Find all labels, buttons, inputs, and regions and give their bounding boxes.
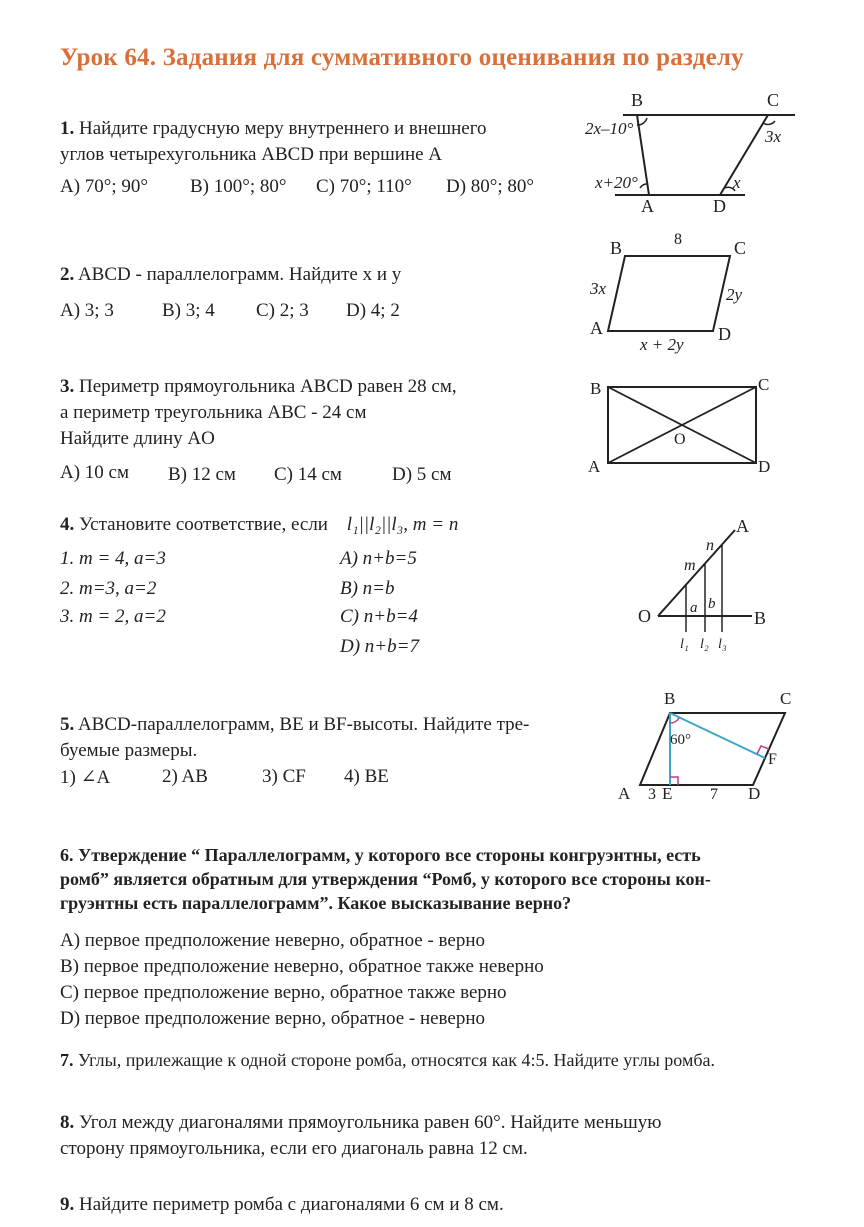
t5-label-ed: 7 <box>710 786 718 803</box>
t4-label-l1: l₁ <box>680 637 689 652</box>
t3-label-d: D <box>758 457 771 476</box>
t4-label-o: O <box>638 606 651 626</box>
task-8-line-2: сторону прямоугольника, если его диагональ равна 12 см. <box>60 1138 528 1159</box>
task-2-statement: ABCD - параллелограмм. Найдите x и y <box>77 264 402 285</box>
t1-label-d: D <box>713 196 726 216</box>
t5-label-f: F <box>768 751 777 768</box>
task-5-item-4: 4) BE <box>344 766 389 787</box>
t2-label-b: B <box>610 238 623 258</box>
t4-label-a: A <box>736 516 749 536</box>
task-5-item-3: 3) CF <box>262 766 306 787</box>
t5-label-e: E <box>662 784 673 803</box>
t1-angle-c: 3x <box>765 127 782 146</box>
task-9-number: 9. <box>60 1194 75 1215</box>
task-1-option-c: C) 70°; 110° <box>316 176 412 197</box>
task-3-line-3: Найдите длину AO <box>60 428 215 449</box>
t5-label-a: A <box>618 784 631 803</box>
task-4-condition: l₁||l₂||l₃, m = n <box>346 514 459 535</box>
t4-label-l2: l₂ <box>700 637 709 652</box>
t5-label-b: B <box>664 689 676 708</box>
task-4-left-3: 3. m = 2, a=2 <box>60 606 166 627</box>
t4-label-l3: l₃ <box>718 637 727 652</box>
task-7-text <box>60 1050 715 1071</box>
task-3-option-d: D) 5 см <box>392 464 452 485</box>
task-1-option-b: B) 100°; 80° <box>190 176 287 197</box>
task-5-text <box>60 712 529 738</box>
task-2-option-b: B) 3; 4 <box>162 300 215 321</box>
task-7-number: 7. <box>60 1050 74 1070</box>
page-title: Урок 64. Задания для суммативного оценивания по разделу <box>60 44 744 71</box>
task-3-number: 3. <box>60 376 75 397</box>
t2-side-left: 3x <box>590 279 607 298</box>
t3-label-b: B <box>590 379 602 398</box>
task-4-left-2: 2. m=3, a=2 <box>60 578 157 599</box>
t1-angle-a: x+20° <box>595 173 638 192</box>
task-8-line-1: Угол между диагоналями прямоугольника равен 60°. Найдите меньшую <box>79 1112 662 1133</box>
task-2-text <box>60 262 401 288</box>
t3-label-o: O <box>674 431 686 448</box>
task-7-statement: Углы, прилежащие к одной стороне ромба, относятся как 4:5. Найдите углы ромба. <box>78 1050 715 1070</box>
t3-label-a: A <box>588 457 601 476</box>
t4-label-b: B <box>754 608 767 628</box>
task-4-text <box>60 512 458 538</box>
t1-angle-d: x <box>733 173 741 192</box>
task-2-option-a: A) 3; 3 <box>60 300 114 321</box>
task-2-option-c: C) 2; 3 <box>256 300 309 321</box>
task-9-text <box>60 1192 504 1218</box>
task-4-figure <box>630 508 780 658</box>
task-2-option-d: D) 4; 2 <box>346 300 400 321</box>
task-8-text <box>60 1110 662 1136</box>
t2-side-bottom: x + 2y <box>640 335 684 354</box>
t4-label-b-seg: b <box>708 596 716 612</box>
t2-side-top: 8 <box>674 231 682 248</box>
t5-label-ae: 3 <box>648 786 656 803</box>
task-4-right-c: C) n+b=4 <box>340 606 418 627</box>
t4-label-n: n <box>706 537 714 554</box>
task-6-line-3: груэнтны есть параллелограмм”. Какое высказывание верно? <box>60 893 572 913</box>
task-5-figure <box>610 688 810 808</box>
task-6-option-a: A) первое предположение неверно, обратное - верно <box>60 930 486 951</box>
task-3-text <box>60 374 457 400</box>
task-5-line-2: буемые размеры. <box>60 740 198 761</box>
t1-label-b: B <box>631 90 644 110</box>
task-5-number: 5. <box>60 714 75 735</box>
t4-label-m: m <box>684 557 696 574</box>
task-3-line-1: Периметр прямоугольника ABCD равен 28 см, <box>79 376 457 397</box>
t2-label-a: A <box>590 318 603 338</box>
task-1-line-1: Найдите градусную меру внутреннего и внешнего <box>79 118 487 139</box>
task-6-line-1-text: Утверждение “ Параллелограмм, у которого все стороны конгруэнтны, есть <box>78 845 701 865</box>
task-1-number: 1. <box>60 118 75 139</box>
task-5-line-1: ABCD-параллелограмм, BE и BF-высоты. Найдите тре- <box>77 714 530 735</box>
t2-label-c: C <box>734 238 747 258</box>
task-8-number: 8. <box>60 1112 75 1133</box>
task-3-line-2: а периметр треугольника ABC - 24 см <box>60 402 367 423</box>
task-4-number: 4. <box>60 514 75 535</box>
task-4-right-d: D) n+b=7 <box>340 636 419 657</box>
task-6-number: 6. <box>60 845 74 865</box>
task-3-option-b: B) 12 см <box>168 464 236 485</box>
t2-side-right: 2y <box>726 285 743 304</box>
t5-label-angle: 60° <box>670 732 691 748</box>
t1-label-a: A <box>641 196 654 216</box>
task-6-option-b: B) первое предположение неверно, обратное также неверно <box>60 956 544 977</box>
task-2-number: 2. <box>60 264 75 285</box>
t1-label-c: C <box>767 90 780 110</box>
task-6-line-2: ромб” является обратным для утверждения “Ромб, у которого все стороны кон- <box>60 869 711 889</box>
t1-angle-b: 2x–10° <box>585 119 634 138</box>
task-3-option-c: C) 14 см <box>274 464 342 485</box>
task-6-option-d: D) первое предположение верно, обратное - неверно <box>60 1008 486 1029</box>
task-1-line-2: углов четырехугольника ABCD при вершине A <box>60 144 443 165</box>
task-4-right-a: A) n+b=5 <box>340 548 417 569</box>
task-5-item-1: 1) ∠A <box>60 767 111 788</box>
t4-label-a-seg: a <box>690 600 698 616</box>
task-4-right-b: B) n=b <box>340 578 395 599</box>
task-1-option-a: A) 70°; 90° <box>60 176 149 197</box>
t2-label-d: D <box>718 324 731 344</box>
task-4-left-1: 1. m = 4, a=3 <box>60 548 166 569</box>
task-1-option-d: D) 80°; 80° <box>446 176 535 197</box>
task-6-option-c: C) первое предположение верно, обратное также верно <box>60 982 507 1003</box>
t3-label-c: C <box>758 375 770 394</box>
task-3-option-a: A) 10 см <box>60 462 130 483</box>
task-9-statement: Найдите периметр ромба с диагоналями 6 см и 8 см. <box>79 1194 504 1215</box>
task-1-figure <box>575 88 805 218</box>
task-4-statement: Установите соответствие, если <box>79 514 328 535</box>
t5-label-c: C <box>780 689 792 708</box>
task-5-item-2: 2) AB <box>162 766 208 787</box>
t5-label-d: D <box>748 784 761 803</box>
task-6-line-1 <box>60 842 701 868</box>
task-1-text <box>60 116 487 142</box>
task-3-figure <box>580 372 780 482</box>
task-2-figure <box>580 228 780 358</box>
